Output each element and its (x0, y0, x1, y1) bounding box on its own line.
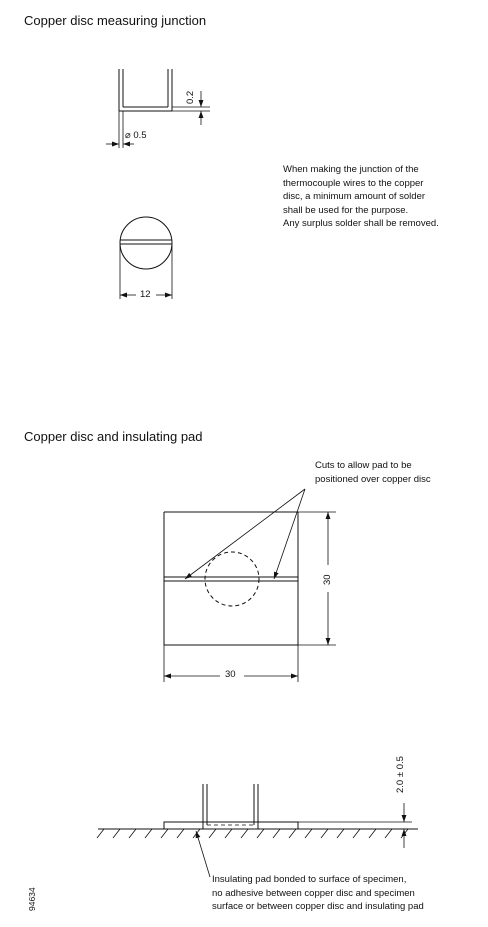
figure-number: 94634 (27, 887, 37, 911)
section-title-insulating-pad: Copper disc and insulating pad (24, 429, 203, 444)
dim-label-thickness: 0.2 (185, 90, 196, 104)
section-title-measuring-junction: Copper disc measuring junction (24, 13, 207, 28)
solder-note-line: When making the junction of the (283, 164, 419, 175)
pad-bonding-note-line: Insulating pad bonded to surface of specimen, (212, 874, 407, 885)
cuts-label (315, 459, 431, 486)
solder-note-line: Any surplus solder shall be removed. (283, 218, 439, 229)
disc-top-view (120, 217, 172, 299)
solder-note (283, 163, 439, 231)
dim-label-pad-width: 30 (225, 669, 236, 680)
cuts-label-line: positioned over copper disc (315, 473, 431, 485)
solder-note-line: disc, a minimum amount of solder (283, 191, 426, 202)
pad-bonding-note-line: no adhesive between copper disc and specimen (212, 887, 415, 899)
solder-note-line: thermocouple wires to the copper (283, 177, 424, 189)
pad-bonding-note-line: surface or between copper disc and insulating pad (212, 901, 424, 912)
dim-label-disc-diameter: 12 (140, 289, 151, 300)
dim-label-pad-height: 30 (322, 574, 333, 585)
specimen-hatching (97, 829, 408, 838)
pad-plan-view (164, 489, 336, 682)
pad-side-view (98, 784, 418, 877)
solder-note-line: shall be used for the purpose. (283, 204, 409, 216)
pad-bonding-note (212, 873, 424, 914)
cuts-label-line: Cuts to allow pad to be (315, 460, 412, 471)
dim-label-gap: 2.0 ± 0.5 (395, 756, 406, 793)
dim-label-wire-diameter: ⌀ 0.5 (125, 130, 147, 141)
